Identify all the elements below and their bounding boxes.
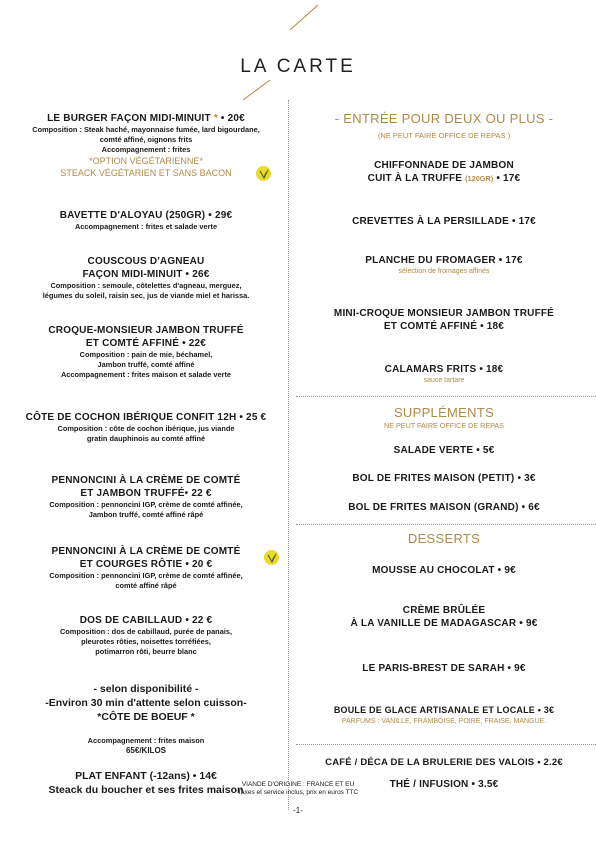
item-price: • 9€ [507,663,526,674]
menu-item-paris-brest [292,662,596,675]
item-price: • 3.5€ [471,779,499,790]
item-price: • 17€ [511,216,536,227]
item-composition: pleurotes rôties, noisettes torréfiées, [81,637,211,646]
menu-item-bavette [4,209,288,232]
item-name: BOL DE FRITES MAISON (PETIT) [352,473,515,484]
item-star: * [213,113,218,124]
item-name: PENNONCINI À LA CRÈME DE COMTÉ [51,546,241,557]
item-price: • 25 € [239,412,267,423]
section-title: SUPPLÉMENTS [393,405,495,420]
menu-item-burger [4,112,288,179]
item-composition: Composition : côte de cochon ibérique, jus viande [57,424,235,433]
item-price: • 26€ [185,269,210,280]
item-accompaniment: Accompagnement : frites et salade verte [74,222,218,231]
menu-item-chiffonnade [292,159,596,186]
menu-item-mousse-chocolat [292,564,596,577]
item-price: • 9€ [497,565,516,576]
menu-item-croque-monsieur [4,324,288,380]
item-price: • 2.2€ [537,757,563,768]
item-price: • 5€ [476,445,495,456]
item-composition: Composition : semoule, côtelettes d'agneau, merguez, [50,281,242,290]
menu-item-pennoncini-courges [4,545,288,591]
menu-item-salade-verte [292,444,596,457]
menu-item-frites-petit [292,472,596,485]
section-separator [296,744,596,745]
item-name: LE PARIS-BREST DE SARAH [362,663,505,674]
item-price: • 17€ [498,255,523,266]
item-composition: comté affiné râpé [115,581,177,590]
item-name: BAVETTE D'ALOYAU (250GR) [59,210,206,221]
tax-note: Taxes et service inclus, prix en euros TTC [237,789,359,796]
item-price: • 18€ [479,364,504,375]
item-price: • 18€ [480,321,505,332]
item-price: • 3€ [517,473,536,484]
item-name: *CÔTE DE BOEUF * [97,711,195,723]
section-title: - ENTRÉE POUR DEUX OU PLUS - [334,111,554,126]
item-price: • 14€ [192,770,217,782]
item-price: • 9€ [519,618,538,629]
header [0,0,596,110]
item-price: 65€/KILOS [125,746,166,755]
item-price: • 22 € [185,615,213,626]
item-name: DOS DE CABILLAUD [79,615,183,626]
item-price: • 20 € [185,559,213,570]
item-name: BOULE DE GLACE ARTISANALE ET LOCALE [333,705,535,715]
item-name: CALAMARS FRITS [384,364,477,375]
menu-item-mini-croque [292,307,596,333]
item-name: THÉ / INFUSION [389,779,469,790]
footer [178,781,418,797]
menu-item-glace [292,704,596,727]
item-name: CRÈME BRÛLÉE [402,605,486,616]
item-price: • 20€ [220,113,245,124]
section-desserts [292,531,596,547]
item-accompaniment: Accompagnement : frites [101,145,191,154]
item-name: CREVETTES À LA PERSILLADE [352,216,509,227]
item-name: CÔTE DE COCHON IBÉRIQUE CONFIT 12H [25,412,237,423]
item-name: ET JAMBON TRUFFÉ [80,488,185,499]
item-name: SALADE VERTE [393,445,474,456]
item-name: BOL DE FRITES MAISON (GRAND) [348,502,519,513]
item-note: sauce tartare [423,377,465,384]
item-price: • 17€ [496,173,521,184]
item-name: LE BURGER FAÇON MIDI-MINUIT [47,113,211,124]
wait-time-note: -Environ 30 min d'attente selon cuisson- [45,697,247,709]
vegetarian-option-text: STEACK VÉGÉTARIEN ET SANS BACON [60,168,232,178]
page-number: -1- [293,806,303,815]
item-composition: comté affiné, oignons frits [99,135,193,144]
meat-origin-note: VIANDE D'ORIGINE : FRANCE ET EU [241,781,355,788]
section-title: DESSERTS [407,531,481,546]
section-supplements [292,405,596,431]
item-name: MOUSSE AU CHOCOLAT [372,565,495,576]
item-name: CAFÉ / DÉCA DE LA BRULERIE DES VALOIS [325,757,535,768]
menu-item-calamars [292,363,596,386]
section-entree [292,111,596,141]
item-price: • 3€ [537,705,555,715]
menu-item-cabillaud [4,614,288,657]
item-accompaniment: Accompagnement : frites maison [87,736,205,745]
item-composition: Composition : pennoncini IGP, crème de comté affinée, [49,500,243,509]
item-name: PLAT ENFANT (-12ans) [75,770,190,782]
item-note: sélection de fromages affinés [398,268,490,275]
item-name: ET COMTÉ AFFINÉ [85,338,180,349]
menu-item-pennoncini-jambon [4,474,288,520]
menu-item-couscous [4,255,288,301]
section-subtitle: NE PEUT FAIRE OFFICE DE REPAS [384,421,504,430]
item-name: À LA VANILLE DE MADAGASCAR [350,618,517,629]
item-name: CHIFFONNADE DE JAMBON [374,160,514,171]
item-name: PLANCHE DU FROMAGER [365,255,496,266]
item-price: • 22€ [182,338,207,349]
item-name: ET COURGES RÔTIE [79,559,183,570]
item-composition: Composition : pennoncini IGP, crème de comté affinée, [49,571,243,580]
item-name: FAÇON MIDI-MINUIT [82,269,183,280]
item-composition: légumes du soleil, raisin sec, jus de viande miel et harissa. [42,291,250,300]
item-composition: Jambon truffé, comté affiné [97,360,195,369]
decorative-diagonal-line [0,0,596,110]
item-name: CROQUE-MONSIEUR JAMBON TRUFFÉ [48,325,244,336]
menu-item-frites-grand [292,501,596,514]
leaf-icon [264,550,279,565]
item-weight: (120GR) [465,176,494,183]
item-name: ET COMTÉ AFFINÉ [383,321,478,332]
column-divider [288,100,289,810]
item-description: Steack du boucher et ses frites maison [48,784,244,796]
item-price: • 29€ [208,210,233,221]
menu-item-planche-fromager [292,254,596,277]
item-name: COUSCOUS D'AGNEAU [87,256,205,267]
availability-note: - selon disponibilité - [93,683,199,695]
item-name: MINI-CROQUE MONSIEUR JAMBON TRUFFÉ [333,308,555,319]
item-composition: gratin dauphinois au comté affiné [86,434,206,443]
item-composition: Composition : dos de cabillaud, purée de panais, [59,627,233,636]
item-price: • 6€ [521,502,540,513]
menu-item-cote-de-boeuf [4,682,288,756]
section-subtitle: (NE PEUT FAIRE OFFICE DE REPAS ) [377,131,511,140]
item-composition: Composition : Steak haché, mayonnaise fumée, lard bigourdane, [32,125,260,134]
item-accompaniment: Accompagnement : frites maison et salade verte [60,370,232,379]
page-title: LA CARTE [240,56,356,77]
section-separator [296,524,596,525]
vegetarian-option-title: *OPTION VÉGÉTARIENNE* [89,156,203,166]
item-name: CUIT À LA TRUFFE [367,173,463,184]
item-composition: potimarron rôti, beurre blanc [95,647,197,656]
section-separator [296,396,596,397]
item-composition: Composition : pain de mie, béchamel, [79,350,213,359]
item-name: PENNONCINI À LA CRÈME DE COMTÉ [51,475,241,486]
menu-item-creme-brulee [292,604,596,630]
leaf-icon [256,166,271,181]
menu-item-cafe [292,756,596,769]
item-note: PARFUMS : VANILLE, FRAMBOISE, POIRE, FRAISE, MANGUE. [341,718,547,725]
item-composition: Jambon truffé, comté affiné râpé [88,510,204,519]
item-price: • 22 € [184,488,212,499]
menu-item-cote-de-cochon [4,411,288,444]
menu-item-crevettes [292,215,596,228]
